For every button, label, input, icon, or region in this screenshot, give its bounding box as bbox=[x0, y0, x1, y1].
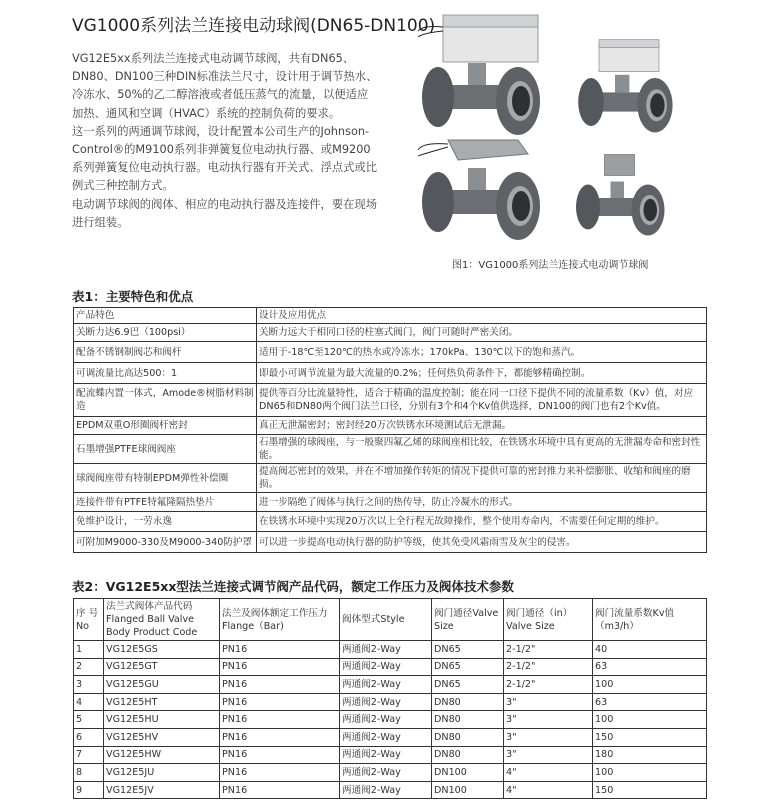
table-row bbox=[74, 493, 707, 512]
no-cell: 4 bbox=[74, 693, 104, 711]
intro-paragraph: 电动调节球阀的阀体、相应的电动执行器及连接件，要在现场进行组装。 bbox=[72, 197, 378, 229]
table-row bbox=[74, 342, 707, 363]
valve-large-bottom-left bbox=[418, 140, 540, 240]
valve-size-in-cell: 4" bbox=[504, 781, 593, 799]
benefit-cell: 提高阀芯密封的效果，并在不增加操作转矩的情况下提供可靠的密封推力来补偿膨胀、收缩和阀座的磨损。 bbox=[257, 464, 707, 493]
kv-cell: 40 bbox=[593, 641, 707, 659]
product-code-cell: VG12E5JV bbox=[104, 781, 220, 799]
pressure-cell: PN16 bbox=[220, 676, 340, 694]
style-cell: 两通阀2-Way bbox=[340, 676, 432, 694]
table-row bbox=[74, 746, 707, 764]
table-row bbox=[74, 711, 707, 729]
valve-size-cell: DN80 bbox=[432, 693, 504, 711]
kv-cell: 150 bbox=[593, 781, 707, 799]
pressure-cell: PN16 bbox=[220, 746, 340, 764]
table-header-row bbox=[74, 308, 707, 324]
pressure-cell: PN16 bbox=[220, 711, 340, 729]
header-cell: 序 号No bbox=[74, 599, 104, 641]
features-table bbox=[73, 307, 707, 553]
pressure-cell: PN16 bbox=[220, 693, 340, 711]
product-code-cell: VG12E5HV bbox=[104, 728, 220, 746]
table-row bbox=[74, 363, 707, 384]
table-row bbox=[74, 435, 707, 464]
valve-size-cell: DN80 bbox=[432, 746, 504, 764]
feature-cell: 配流蝶内置一体式，Amode®树脂材料制造 bbox=[74, 384, 257, 417]
pressure-cell: PN16 bbox=[220, 641, 340, 659]
no-cell: 8 bbox=[74, 764, 104, 782]
table-row bbox=[74, 464, 707, 493]
valve-small-bottom-right bbox=[576, 155, 665, 236]
kv-cell: 100 bbox=[593, 764, 707, 782]
product-code-cell: VG12E5GU bbox=[104, 676, 220, 694]
valve-size-in-cell: 3" bbox=[504, 693, 593, 711]
benefit-cell: 真正无泄漏密封；密封经20万次铁锈水环境测试后无泄漏。 bbox=[257, 417, 707, 435]
table-row bbox=[74, 512, 707, 532]
benefit-cell: 适用于-18℃至120℃的热水或冷冻水；170kPa、130℃以下的饱和蒸汽。 bbox=[257, 342, 707, 363]
feature-cell: 球阀阀座带有特制EPDM弹性补偿圈 bbox=[74, 464, 257, 493]
benefit-cell: 即最小可调节流量为最大流量的0.2%；任何热负荷条件下，都能够精确控制。 bbox=[257, 363, 707, 384]
table-header-row bbox=[74, 599, 707, 641]
valve-size-cell: DN80 bbox=[432, 728, 504, 746]
table-row bbox=[74, 764, 707, 782]
style-cell: 两通阀2-Way bbox=[340, 711, 432, 729]
table1-title: 表1：主要特色和优点 bbox=[72, 289, 194, 304]
header-cell: 产品特色 bbox=[74, 308, 257, 324]
valve-size-in-cell: 3" bbox=[504, 728, 593, 746]
no-cell: 2 bbox=[74, 658, 104, 676]
feature-cell: 可附加M9000-330及M9000-340防护罩 bbox=[74, 532, 257, 553]
feature-cell: 关断力达6.9巴（100psi） bbox=[74, 324, 257, 342]
no-cell: 1 bbox=[74, 641, 104, 659]
pressure-cell: PN16 bbox=[220, 728, 340, 746]
kv-cell: 100 bbox=[593, 676, 707, 694]
feature-cell: 石墨增强PTFE球阀阀座 bbox=[74, 435, 257, 464]
table-row bbox=[74, 532, 707, 553]
style-cell: 两通阀2-Way bbox=[340, 728, 432, 746]
valve-small-top-right bbox=[578, 40, 672, 133]
valve-product-photo bbox=[418, 12, 684, 252]
header-cell: 法兰及阀体额定工作压力Flange（Bar) bbox=[220, 599, 340, 641]
feature-cell: 可调流量比高达500：1 bbox=[74, 363, 257, 384]
valve-size-cell: DN65 bbox=[432, 641, 504, 659]
figure-caption: 图1：VG1000系列法兰连接式电动调节球阀 bbox=[452, 260, 649, 271]
valve-size-in-cell: 2-1/2" bbox=[504, 641, 593, 659]
intro-paragraph: 这一系列的两通调节球阀，设计配置本公司生产的Johnson-Control®的M9100系列非弹簧复位电动执行器、或M9200系列弹簧复位电动执行器。电动执行器有开关式、浮点式或比例式三种控制方式。 bbox=[72, 124, 378, 193]
no-cell: 3 bbox=[74, 676, 104, 694]
valve-size-in-cell: 3" bbox=[504, 711, 593, 729]
table-row bbox=[74, 324, 707, 342]
kv-cell: 63 bbox=[593, 658, 707, 676]
benefit-cell: 提供等百分比流量特性，适合于精确的温度控制；能在同一口径下提供不同的流量系数（Kv）值，对应DN65和DN80两个阀门法兰口径，分别有3个和4个Kv值供选择，DN100的阀门也有2个Kv值。 bbox=[257, 384, 707, 417]
feature-cell: 连接件带有PTFE特氟隆隔热垫片 bbox=[74, 493, 257, 512]
no-cell: 9 bbox=[74, 781, 104, 799]
style-cell: 两通阀2-Way bbox=[340, 781, 432, 799]
no-cell: 7 bbox=[74, 746, 104, 764]
feature-cell: EPDM双重O形圈阀杆密封 bbox=[74, 417, 257, 435]
benefit-cell: 在铁锈水环境中实现20万次以上全行程无故障操作，整个使用寿命内，不需要任何定期的维护。 bbox=[257, 512, 707, 532]
pressure-cell: PN16 bbox=[220, 781, 340, 799]
table-row bbox=[74, 693, 707, 711]
page-title: VG1000系列法兰连接电动球阀(DN65-DN100) bbox=[72, 16, 436, 36]
pressure-cell: PN16 bbox=[220, 764, 340, 782]
kv-cell: 63 bbox=[593, 693, 707, 711]
kv-cell: 180 bbox=[593, 746, 707, 764]
benefit-cell: 石墨增强的球阀座，与一般聚四氟乙烯的球阀座相比较，在铁锈水环境中具有更高的无泄漏寿命和密封性能。 bbox=[257, 435, 707, 464]
kv-cell: 100 bbox=[593, 711, 707, 729]
style-cell: 两通阀2-Way bbox=[340, 764, 432, 782]
header-cell: 阀门通径Valve Size bbox=[432, 599, 504, 641]
table-row bbox=[74, 417, 707, 435]
no-cell: 6 bbox=[74, 728, 104, 746]
style-cell: 两通阀2-Way bbox=[340, 658, 432, 676]
product-code-cell: VG12E5HT bbox=[104, 693, 220, 711]
intro-text bbox=[72, 50, 378, 232]
kv-cell: 150 bbox=[593, 728, 707, 746]
valve-size-in-cell: 2-1/2" bbox=[504, 658, 593, 676]
style-cell: 两通阀2-Way bbox=[340, 641, 432, 659]
table2-title: 表2：VG12E5xx型法兰连接式调节阀产品代码，额定工作压力及阀体技术参数 bbox=[72, 579, 514, 594]
valve-size-cell: DN100 bbox=[432, 781, 504, 799]
table-row bbox=[74, 384, 707, 417]
style-cell: 两通阀2-Way bbox=[340, 693, 432, 711]
no-cell: 5 bbox=[74, 711, 104, 729]
product-code-cell: VG12E5JU bbox=[104, 764, 220, 782]
product-code-cell: VG12E5GT bbox=[104, 658, 220, 676]
header-cell: 阀体型式Style bbox=[340, 599, 432, 641]
intro-paragraph: VG12E5xx系列法兰连接式电动调节球阀，共有DN65、DN80、DN100三种DIN标准法兰尺寸，设计用于调节热水、冷冻水、50%的乙二醇溶液或者低压蒸气的流量，以便适应加热、通风和空调（HVAC）系统的控制负荷的要求。 bbox=[72, 52, 378, 120]
table-row bbox=[74, 781, 707, 799]
feature-cell: 免维护设计，一劳永逸 bbox=[74, 512, 257, 532]
table-row bbox=[74, 641, 707, 659]
product-code-cell: VG12E5GS bbox=[104, 641, 220, 659]
product-code-cell: VG12E5HU bbox=[104, 711, 220, 729]
table-row bbox=[74, 658, 707, 676]
product-code-table bbox=[73, 598, 707, 799]
valve-size-cell: DN80 bbox=[432, 711, 504, 729]
table-row bbox=[74, 676, 707, 694]
product-code-cell: VG12E5HW bbox=[104, 746, 220, 764]
table-row bbox=[74, 728, 707, 746]
valve-size-in-cell: 3" bbox=[504, 746, 593, 764]
header-cell: 阀门流量系数Kv值（m3/h） bbox=[593, 599, 707, 641]
header-cell: 法兰式阀体产品代码 Flanged Ball Valve Body Product Code bbox=[104, 599, 220, 641]
header-cell: 设计及应用优点 bbox=[257, 308, 707, 324]
pressure-cell: PN16 bbox=[220, 658, 340, 676]
benefit-cell: 进一步隔绝了阀体与执行之间的热传导，防止冷凝水的形式。 bbox=[257, 493, 707, 512]
feature-cell: 配备不锈钢制阀芯和阀杆 bbox=[74, 342, 257, 363]
benefit-cell: 可以进一步提高电动执行器的防护等级，使其免受风霜雨雪及灰尘的侵害。 bbox=[257, 532, 707, 553]
valve-large-top-left bbox=[418, 15, 540, 135]
benefit-cell: 关断力远大于相同口径的柱塞式阀门，阀门可随时严密关闭。 bbox=[257, 324, 707, 342]
valve-size-cell: DN100 bbox=[432, 764, 504, 782]
header-cell: 阀门通径（in）Valve Size bbox=[504, 599, 593, 641]
valve-size-in-cell: 4" bbox=[504, 764, 593, 782]
valve-size-cell: DN65 bbox=[432, 658, 504, 676]
valve-size-in-cell: 2-1/2" bbox=[504, 676, 593, 694]
style-cell: 两通阀2-Way bbox=[340, 746, 432, 764]
valve-size-cell: DN65 bbox=[432, 676, 504, 694]
